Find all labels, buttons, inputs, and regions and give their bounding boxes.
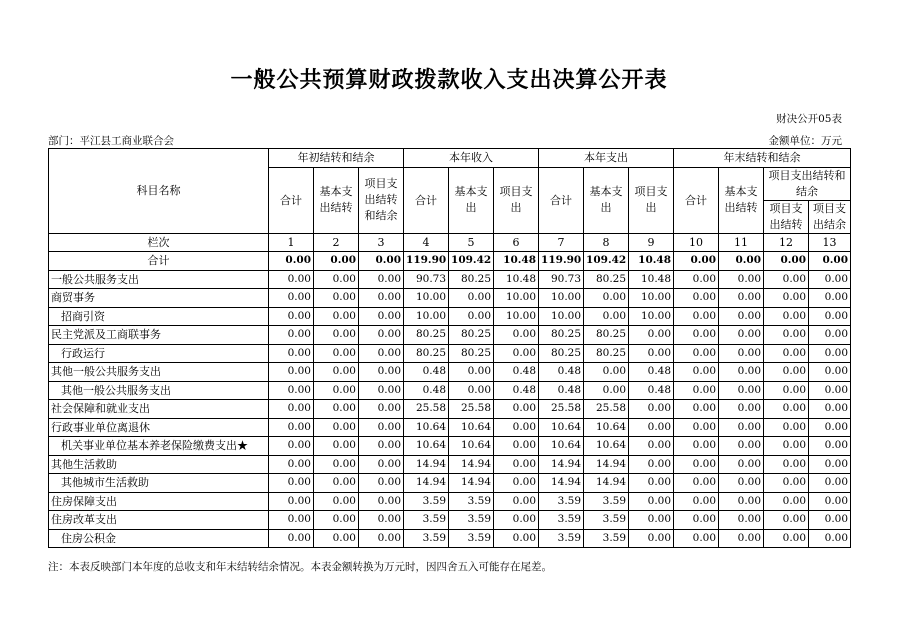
row-subject-name: 其他一般公共服务支出	[49, 381, 269, 400]
cell-value: 0.00	[314, 400, 359, 419]
cell-value: 0.00	[359, 511, 404, 530]
cell-value: 0.00	[494, 418, 539, 437]
cell-value: 0.00	[719, 381, 764, 400]
cell-value: 10.00	[539, 307, 584, 326]
column-number: 3	[359, 233, 404, 252]
cell-value: 0.00	[629, 492, 674, 511]
cell-value: 0.00	[359, 437, 404, 456]
cell-value: 0.00	[764, 326, 809, 345]
cell-value: 10.00	[404, 307, 449, 326]
cell-value: 3.59	[449, 492, 494, 511]
column-number: 11	[719, 233, 764, 252]
cell-value: 0.00	[764, 437, 809, 456]
cell-value: 14.94	[404, 474, 449, 493]
cell-value: 109.42	[449, 252, 494, 271]
cell-value: 0.00	[719, 437, 764, 456]
cell-value: 0.00	[314, 474, 359, 493]
header-project-balance: 项目支出结余	[809, 200, 851, 233]
cell-value: 0.00	[719, 511, 764, 530]
cell-value: 0.00	[764, 363, 809, 382]
cell-value: 0.48	[629, 381, 674, 400]
cell-value: 0.00	[674, 418, 719, 437]
row-subject-name: 机关事业单位基本养老保险缴费支出★	[49, 437, 269, 456]
cell-value: 0.00	[359, 363, 404, 382]
table-row	[49, 455, 851, 474]
cell-value: 10.00	[494, 307, 539, 326]
cell-value: 0.00	[269, 455, 314, 474]
cell-value: 0.00	[359, 455, 404, 474]
header-group-closing: 年末结转和结余	[674, 149, 851, 168]
cell-value: 0.00	[269, 270, 314, 289]
cell-value: 0.00	[764, 529, 809, 548]
cell-value: 0.00	[629, 418, 674, 437]
cell-value: 0.00	[269, 363, 314, 382]
cell-value: 10.00	[629, 307, 674, 326]
cell-value: 0.00	[494, 511, 539, 530]
cell-value: 0.00	[809, 326, 851, 345]
cell-value: 0.00	[719, 344, 764, 363]
cell-value: 0.00	[674, 326, 719, 345]
row-subject-name: 行政事业单位离退休	[49, 418, 269, 437]
column-number: 4	[404, 233, 449, 252]
column-number: 6	[494, 233, 539, 252]
cell-value: 0.00	[719, 400, 764, 419]
cell-value: 0.48	[404, 363, 449, 382]
cell-value: 119.90	[404, 252, 449, 271]
row-subject-name: 其他生活救助	[49, 455, 269, 474]
cell-value: 0.00	[719, 252, 764, 271]
cell-value: 25.58	[449, 400, 494, 419]
cell-value: 0.00	[314, 418, 359, 437]
cell-value: 0.00	[674, 289, 719, 308]
cell-value: 0.00	[764, 400, 809, 419]
cell-value: 0.00	[314, 307, 359, 326]
cell-value: 0.00	[494, 455, 539, 474]
cell-value: 0.00	[809, 270, 851, 289]
cell-value: 0.00	[359, 344, 404, 363]
cell-value: 0.00	[719, 455, 764, 474]
cell-value: 0.00	[359, 307, 404, 326]
column-number: 12	[764, 233, 809, 252]
cell-value: 0.00	[314, 326, 359, 345]
cell-value: 0.00	[494, 474, 539, 493]
cell-value: 0.00	[269, 400, 314, 419]
cell-value: 0.00	[314, 252, 359, 271]
cell-value: 0.00	[764, 252, 809, 271]
column-number: 8	[584, 233, 629, 252]
cell-value: 0.00	[719, 270, 764, 289]
cell-value: 0.00	[269, 474, 314, 493]
unit-label: 金额单位：万元	[768, 135, 842, 147]
cell-value: 0.00	[494, 400, 539, 419]
column-number: 1	[269, 233, 314, 252]
cell-value: 10.00	[539, 289, 584, 308]
row-subject-name: 商贸事务	[49, 289, 269, 308]
cell-value: 0.00	[674, 511, 719, 530]
column-number-label: 栏次	[49, 233, 269, 252]
cell-value: 0.00	[314, 381, 359, 400]
cell-value: 0.00	[269, 344, 314, 363]
table-row	[49, 381, 851, 400]
cell-value: 0.48	[494, 363, 539, 382]
cell-value: 10.48	[629, 270, 674, 289]
cell-value: 0.00	[449, 289, 494, 308]
cell-value: 0.00	[449, 307, 494, 326]
table-row	[49, 289, 851, 308]
cell-value: 0.00	[269, 492, 314, 511]
table-row	[49, 344, 851, 363]
cell-value: 0.00	[629, 529, 674, 548]
cell-value: 0.00	[494, 344, 539, 363]
cell-value: 10.00	[404, 289, 449, 308]
cell-value: 10.64	[404, 437, 449, 456]
cell-value: 14.94	[449, 455, 494, 474]
cell-value: 3.59	[584, 529, 629, 548]
cell-value: 0.00	[629, 437, 674, 456]
cell-value: 0.00	[629, 400, 674, 419]
table-row	[49, 529, 851, 548]
cell-value: 25.58	[404, 400, 449, 419]
header-group-income: 本年收入	[404, 149, 539, 168]
cell-value: 0.00	[314, 437, 359, 456]
table-row	[49, 474, 851, 493]
column-number-row	[49, 233, 851, 252]
header-project-carry: 项目支出结转	[764, 200, 809, 233]
row-subject-name: 行政运行	[49, 344, 269, 363]
cell-value: 0.00	[269, 381, 314, 400]
cell-value: 0.00	[764, 474, 809, 493]
cell-value: 0.00	[359, 492, 404, 511]
cell-value: 0.00	[764, 492, 809, 511]
cell-value: 3.59	[539, 492, 584, 511]
row-subject-name: 住房保障支出	[49, 492, 269, 511]
cell-value: 0.48	[629, 363, 674, 382]
cell-value: 0.00	[314, 529, 359, 548]
header-project-sub: 项目支出结转和结余	[764, 167, 851, 200]
cell-value: 0.00	[809, 418, 851, 437]
cell-value: 0.00	[449, 381, 494, 400]
table-row	[49, 437, 851, 456]
cell-value: 0.00	[809, 529, 851, 548]
table-row	[49, 511, 851, 530]
cell-value: 0.00	[269, 252, 314, 271]
header-total: 合计	[539, 167, 584, 233]
cell-value: 0.00	[674, 474, 719, 493]
header-total: 合计	[269, 167, 314, 233]
cell-value: 14.94	[449, 474, 494, 493]
cell-value: 0.00	[719, 363, 764, 382]
column-number: 10	[674, 233, 719, 252]
cell-value: 0.00	[809, 344, 851, 363]
cell-value: 0.00	[314, 289, 359, 308]
cell-value: 0.00	[494, 492, 539, 511]
cell-value: 0.00	[359, 529, 404, 548]
cell-value: 0.00	[494, 326, 539, 345]
cell-value: 0.00	[719, 492, 764, 511]
table-row	[49, 270, 851, 289]
cell-value: 14.94	[584, 455, 629, 474]
cell-value: 0.00	[674, 270, 719, 289]
cell-value: 0.00	[674, 400, 719, 419]
table-row	[49, 418, 851, 437]
header-project-spend: 项目支出	[629, 167, 674, 233]
cell-value: 0.00	[359, 326, 404, 345]
cell-value: 0.00	[359, 270, 404, 289]
cell-value: 0.00	[359, 400, 404, 419]
department-label: 部门：平江县工商业联合会	[48, 135, 174, 147]
cell-value: 90.73	[404, 270, 449, 289]
cell-value: 3.59	[584, 511, 629, 530]
cell-value: 0.00	[629, 344, 674, 363]
header-basic-carry: 基本支出结转	[314, 167, 359, 233]
cell-value: 14.94	[539, 474, 584, 493]
page-title: 一般公共预算财政拨款收入支出决算公开表	[230, 67, 668, 93]
cell-value: 0.00	[314, 270, 359, 289]
cell-value: 0.00	[449, 363, 494, 382]
budget-table	[48, 148, 851, 548]
row-subject-name: 社会保障和就业支出	[49, 400, 269, 419]
cell-value: 10.48	[494, 252, 539, 271]
cell-value: 14.94	[404, 455, 449, 474]
row-subject-name: 一般公共服务支出	[49, 270, 269, 289]
header-total: 合计	[674, 167, 719, 233]
cell-value: 0.00	[674, 344, 719, 363]
cell-value: 0.00	[809, 511, 851, 530]
cell-value: 0.48	[404, 381, 449, 400]
cell-value: 80.25	[539, 326, 584, 345]
row-subject-name: 招商引资	[49, 307, 269, 326]
cell-value: 3.59	[449, 529, 494, 548]
cell-value: 0.00	[764, 511, 809, 530]
cell-value: 0.00	[584, 289, 629, 308]
cell-value: 14.94	[539, 455, 584, 474]
cell-value: 3.59	[539, 529, 584, 548]
cell-value: 0.00	[809, 474, 851, 493]
cell-value: 0.00	[764, 270, 809, 289]
cell-value: 3.59	[404, 511, 449, 530]
cell-value: 0.00	[314, 492, 359, 511]
header-basic-spend: 基本支出	[584, 167, 629, 233]
cell-value: 0.48	[494, 381, 539, 400]
cell-value: 109.42	[584, 252, 629, 271]
cell-value: 0.00	[674, 307, 719, 326]
cell-value: 0.00	[314, 363, 359, 382]
cell-value: 10.64	[584, 437, 629, 456]
cell-value: 0.00	[314, 344, 359, 363]
table-row	[49, 492, 851, 511]
cell-value: 0.00	[674, 381, 719, 400]
cell-value: 10.64	[539, 418, 584, 437]
cell-value: 0.00	[674, 363, 719, 382]
row-subject-name: 住房改革支出	[49, 511, 269, 530]
cell-value: 0.48	[539, 381, 584, 400]
header-project-spend: 项目支出	[494, 167, 539, 233]
cell-value: 80.25	[449, 344, 494, 363]
cell-value: 14.94	[584, 474, 629, 493]
cell-value: 0.00	[719, 307, 764, 326]
cell-value: 80.25	[584, 270, 629, 289]
cell-value: 0.00	[719, 326, 764, 345]
cell-value: 10.48	[494, 270, 539, 289]
cell-value: 0.00	[764, 289, 809, 308]
column-number: 7	[539, 233, 584, 252]
cell-value: 0.00	[314, 511, 359, 530]
header-basic-spend: 基本支出	[449, 167, 494, 233]
cell-value: 0.00	[584, 307, 629, 326]
cell-value: 10.64	[449, 418, 494, 437]
cell-value: 10.00	[629, 289, 674, 308]
cell-value: 0.00	[584, 381, 629, 400]
cell-value: 0.00	[764, 307, 809, 326]
cell-value: 0.00	[269, 511, 314, 530]
cell-value: 0.00	[809, 455, 851, 474]
cell-value: 10.00	[494, 289, 539, 308]
cell-value: 0.00	[674, 492, 719, 511]
cell-value: 0.00	[764, 381, 809, 400]
cell-value: 0.00	[719, 529, 764, 548]
cell-value: 80.25	[584, 344, 629, 363]
cell-value: 0.00	[269, 326, 314, 345]
cell-value: 0.00	[809, 492, 851, 511]
cell-value: 0.00	[494, 437, 539, 456]
cell-value: 0.00	[629, 511, 674, 530]
cell-value: 0.48	[539, 363, 584, 382]
cell-value: 0.00	[629, 455, 674, 474]
row-subject-name: 其他一般公共服务支出	[49, 363, 269, 382]
cell-value: 0.00	[764, 344, 809, 363]
cell-value: 3.59	[449, 511, 494, 530]
cell-value: 90.73	[539, 270, 584, 289]
cell-value: 80.25	[584, 326, 629, 345]
column-number: 13	[809, 233, 851, 252]
cell-value: 3.59	[404, 529, 449, 548]
cell-value: 10.64	[584, 418, 629, 437]
row-subject-name: 民主党派及工商联事务	[49, 326, 269, 345]
cell-value: 0.00	[359, 474, 404, 493]
cell-value: 0.00	[674, 529, 719, 548]
total-label: 合计	[49, 252, 269, 271]
cell-value: 0.00	[359, 252, 404, 271]
cell-value: 0.00	[269, 289, 314, 308]
total-row	[49, 252, 851, 271]
cell-value: 0.00	[629, 474, 674, 493]
cell-value: 0.00	[764, 418, 809, 437]
cell-value: 3.59	[404, 492, 449, 511]
cell-value: 0.00	[809, 252, 851, 271]
footnote: 注：本表反映部门本年度的总收支和年末结转结余情况。本表金额转换为万元时，因四舍五入可能存在尾差。	[48, 561, 552, 573]
cell-value: 0.00	[359, 381, 404, 400]
column-number: 5	[449, 233, 494, 252]
cell-value: 0.00	[359, 418, 404, 437]
cell-value: 10.64	[449, 437, 494, 456]
cell-value: 0.00	[314, 455, 359, 474]
cell-value: 80.25	[449, 270, 494, 289]
header-total: 合计	[404, 167, 449, 233]
cell-value: 80.25	[404, 344, 449, 363]
cell-value: 0.00	[674, 252, 719, 271]
cell-value: 25.58	[539, 400, 584, 419]
cell-value: 0.00	[719, 418, 764, 437]
cell-value: 80.25	[539, 344, 584, 363]
cell-value: 0.00	[269, 529, 314, 548]
cell-value: 10.64	[539, 437, 584, 456]
cell-value: 0.00	[764, 455, 809, 474]
cell-value: 0.00	[719, 474, 764, 493]
table-row	[49, 307, 851, 326]
cell-value: 0.00	[674, 455, 719, 474]
cell-value: 0.00	[674, 437, 719, 456]
cell-value: 25.58	[584, 400, 629, 419]
cell-value: 10.64	[404, 418, 449, 437]
table-row	[49, 326, 851, 345]
cell-value: 0.00	[269, 437, 314, 456]
cell-value: 0.00	[269, 418, 314, 437]
cell-value: 0.00	[809, 289, 851, 308]
cell-value: 80.25	[449, 326, 494, 345]
header-subject: 科目名称	[49, 149, 269, 234]
header-group-opening: 年初结转和结余	[269, 149, 404, 168]
cell-value: 0.00	[719, 289, 764, 308]
cell-value: 0.00	[809, 437, 851, 456]
cell-value: 3.59	[539, 511, 584, 530]
table-row	[49, 400, 851, 419]
row-subject-name: 其他城市生活救助	[49, 474, 269, 493]
cell-value: 3.59	[584, 492, 629, 511]
cell-value: 0.00	[359, 289, 404, 308]
column-number: 9	[629, 233, 674, 252]
header-project-carry-balance: 项目支出结转和结余	[359, 167, 404, 233]
cell-value: 0.00	[629, 326, 674, 345]
cell-value: 0.00	[269, 307, 314, 326]
form-code: 财决公开05表	[776, 113, 842, 125]
header-basic-carry: 基本支出结转	[719, 167, 764, 233]
cell-value: 119.90	[539, 252, 584, 271]
header-group-expenditure: 本年支出	[539, 149, 674, 168]
cell-value: 0.00	[809, 307, 851, 326]
table-row	[49, 363, 851, 382]
cell-value: 80.25	[404, 326, 449, 345]
row-subject-name: 住房公积金	[49, 529, 269, 548]
cell-value: 0.00	[809, 381, 851, 400]
cell-value: 0.00	[494, 529, 539, 548]
column-number: 2	[314, 233, 359, 252]
cell-value: 0.00	[584, 363, 629, 382]
cell-value: 0.00	[809, 363, 851, 382]
cell-value: 0.00	[809, 400, 851, 419]
cell-value: 10.48	[629, 252, 674, 271]
